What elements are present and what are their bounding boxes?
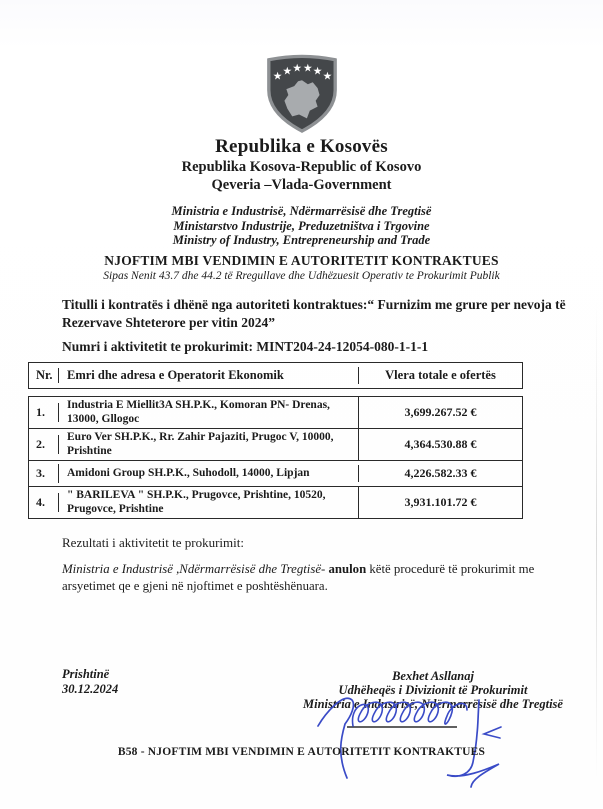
operators-table-header	[28, 362, 523, 389]
svg-text:★: ★	[282, 64, 293, 78]
table-row	[29, 397, 522, 429]
procurement-number-value: MINT204-24-12054-080-1-1-1	[256, 339, 429, 354]
svg-text:★: ★	[303, 61, 313, 75]
row-operator: " BARILEVA " SH.P.K., Prugovce, Prishtine, 10520, Prugovce, Prishtine	[59, 487, 359, 518]
row-nr: 2.	[29, 435, 59, 454]
row-nr: 4.	[29, 493, 59, 512]
row-operator: Industria E Miellit3A SH.P.K., Komoran PN- Drenas, 13000, Gllogoc	[59, 397, 359, 428]
place-date-block	[62, 667, 118, 696]
notice-subtitle: Sipas Nenit 43.7 dhe 44.2 të Rregullave dhe Udhëzuesit Operativ te Prokurimit Publik	[103, 270, 500, 282]
result-text-rest: këtë procedurë të prokurimit me arsyetimet qe e gjeni në njoftimet e poshtëshënuara.	[62, 562, 535, 593]
notice-title: NJOFTIM MBI VENDIMIN E AUTORITETIT KONTRAKTUES	[104, 253, 499, 268]
procurement-number-label: Numri i aktivitetit te prokurimit:	[62, 339, 253, 354]
ministry-block	[0, 204, 603, 248]
col-header-operator: Emri dhe adresa e Operatorit Ekonomik	[59, 367, 359, 384]
signer-name: Bexhet Asllanaj	[392, 669, 474, 683]
result-action-bold: anulon	[328, 562, 367, 576]
row-value: 4,364.530.88 €	[404, 437, 477, 451]
table-row	[29, 461, 522, 487]
svg-text:★: ★	[292, 61, 302, 75]
row-value: 4,226.582.33 €	[404, 466, 477, 480]
ministry-line-sq: Ministria e Industrisë, Ndërmarrësisë dhe Tregtisë	[171, 204, 432, 218]
operators-table	[28, 396, 523, 519]
footer-document-code: B58 - NJOFTIM MBI VENDIMIN E AUTORITETIT KONTRAKTUES	[117, 746, 486, 758]
state-subtitle-multilang: Republika Kosova-Republic of Kosovo	[181, 159, 422, 175]
svg-text:★: ★	[272, 69, 283, 83]
ministry-line-sr: Ministarstvo Industrije, Preduzetništva i Trgovine	[173, 218, 430, 233]
signer-title: Udhëheqës i Divizionit të Prokurimit	[338, 683, 528, 697]
svg-text:★: ★	[312, 64, 323, 78]
row-value: 3,931.101.72 €	[404, 495, 477, 509]
col-header-value: Vlera totale e ofertës	[385, 368, 496, 382]
kosovo-coat-of-arms-icon	[261, 50, 343, 141]
row-nr: 1.	[29, 403, 59, 422]
place: Prishtinë	[62, 667, 110, 681]
row-value: 3,699.267.52 €	[404, 405, 477, 419]
row-nr: 3.	[29, 464, 59, 483]
col-header-nr: Nr.	[29, 368, 59, 383]
result-label: Rezultati i aktivitetit te prokurimit:	[62, 535, 244, 550]
result-ministry-italic: Ministria e Industrisë ,Ndërmarrësisë dhe Tregtisë-	[62, 562, 326, 576]
date: 30.12.2024	[62, 681, 119, 696]
ministry-line-en: Ministry of Industry, Entrepreneurship and Trade	[172, 233, 431, 247]
table-row	[29, 487, 522, 518]
svg-text:★: ★	[322, 69, 333, 83]
row-operator: Amidoni Group SH.P.K., Suhodoll, 14000, Lipjan	[59, 465, 359, 483]
state-title: Republika e Kosovës	[215, 136, 388, 157]
signer-org: Ministria e Industrisë, Ndërmarrësisë dhe Tregtisë	[303, 697, 563, 711]
row-operator: Euro Ver SH.P.K., Rr. Zahir Pajaziti, Prugoc V, 10000, Prishtine	[59, 429, 359, 460]
procurement-number-line	[62, 339, 428, 355]
contract-title: Titulli i kontratës i dhënë nga autoriteti kontraktues:“ Furnizim me grure per nevoja të Rezervave Shteterore per vitin 2024”	[62, 297, 566, 330]
table-row	[29, 429, 522, 461]
result-paragraph	[62, 561, 554, 594]
government-line: Qeveria –Vlada-Government	[211, 177, 392, 193]
